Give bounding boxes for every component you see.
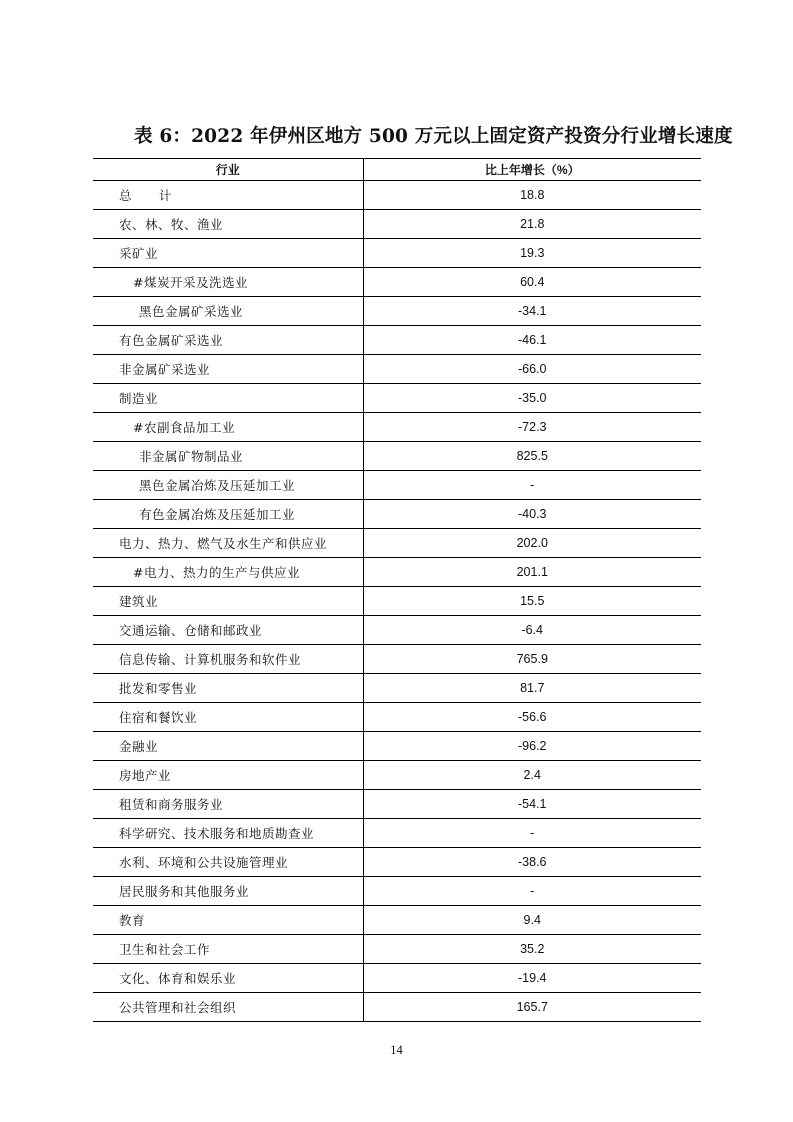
growth-value: - [530, 826, 535, 840]
growth-value: 2.4 [523, 768, 541, 782]
industry-name: #煤炭开采及洗选业 [93, 268, 363, 297]
table-row [93, 239, 701, 268]
growth-column-header: 比上年增长（%） [484, 163, 580, 177]
table-row [93, 645, 701, 674]
industry-name: 教育 [93, 906, 363, 935]
table-row [93, 181, 701, 210]
table-row [93, 877, 701, 906]
industry-name: 金融业 [93, 732, 363, 761]
growth-value: -66.0 [518, 362, 547, 376]
table-row [93, 326, 701, 355]
industry-name: 有色金属矿采选业 [93, 326, 363, 355]
table-row [93, 384, 701, 413]
growth-value: 9.4 [523, 913, 541, 927]
growth-value: 81.7 [520, 681, 545, 695]
table-row [93, 268, 701, 297]
industry-name: 制造业 [93, 384, 363, 413]
table-row [93, 964, 701, 993]
growth-value: -38.6 [518, 855, 547, 869]
industry-name: 总 计 [93, 181, 363, 210]
industry-name: 住宿和餐饮业 [93, 703, 363, 732]
growth-value: -40.3 [518, 507, 547, 521]
growth-value: -6.4 [521, 623, 544, 637]
table-row [93, 471, 701, 500]
table-row [93, 529, 701, 558]
industry-name: 批发和零售业 [93, 674, 363, 703]
table-row [93, 442, 701, 471]
growth-value: 15.5 [520, 594, 545, 608]
industry-growth-table [93, 158, 701, 1022]
industry-name: 科学研究、技术服务和地质勘查业 [93, 819, 363, 848]
growth-value: -54.1 [518, 797, 547, 811]
industry-name: 采矿业 [93, 239, 363, 268]
table-header-row [93, 159, 701, 181]
industry-name: 居民服务和其他服务业 [93, 877, 363, 906]
growth-value: -19.4 [518, 971, 547, 985]
industry-name: 卫生和社会工作 [93, 935, 363, 964]
table-row [93, 906, 701, 935]
table-row [93, 848, 701, 877]
table-title: 表 6：2022 年伊州区地方 500 万元以上固定资产投资分行业增长速度 [134, 126, 733, 147]
growth-value: -34.1 [518, 304, 547, 318]
industry-name: #农副食品加工业 [93, 413, 363, 442]
industry-name: 黑色金属矿采选业 [93, 297, 363, 326]
growth-value: -96.2 [518, 739, 547, 753]
growth-value: 60.4 [520, 275, 545, 289]
industry-name: 房地产业 [93, 761, 363, 790]
growth-value: -35.0 [518, 391, 547, 405]
growth-value: 165.7 [516, 1000, 548, 1014]
growth-value: - [530, 478, 535, 492]
table-row [93, 732, 701, 761]
table-row [93, 413, 701, 442]
growth-value: 21.8 [520, 217, 545, 231]
table-row [93, 790, 701, 819]
growth-value: -56.6 [518, 710, 547, 724]
table-row [93, 210, 701, 239]
industry-column-header: 行业 [93, 159, 363, 181]
table-row [93, 761, 701, 790]
industry-name: 黑色金属冶炼及压延加工业 [93, 471, 363, 500]
table-row [93, 819, 701, 848]
page-number: 14 [390, 1043, 403, 1057]
industry-name: 建筑业 [93, 587, 363, 616]
table-row [93, 355, 701, 384]
growth-value: -72.3 [518, 420, 547, 434]
industry-name: 文化、体育和娱乐业 [93, 964, 363, 993]
industry-name: 非金属矿物制品业 [93, 442, 363, 471]
industry-name: 公共管理和社会组织 [93, 993, 363, 1022]
industry-name: 电力、热力、燃气及水生产和供应业 [93, 529, 363, 558]
table-row [93, 703, 701, 732]
growth-value: 202.0 [516, 536, 548, 550]
industry-name: 水利、环境和公共设施管理业 [93, 848, 363, 877]
growth-value: 35.2 [520, 942, 545, 956]
table-row [93, 500, 701, 529]
industry-name: 交通运输、仓储和邮政业 [93, 616, 363, 645]
growth-value: 201.1 [516, 565, 548, 579]
industry-name: 有色金属冶炼及压延加工业 [93, 500, 363, 529]
industry-name: #电力、热力的生产与供应业 [93, 558, 363, 587]
growth-value: 825.5 [516, 449, 548, 463]
table-row [93, 616, 701, 645]
growth-value: 18.8 [520, 188, 545, 202]
industry-name: 农、林、牧、渔业 [93, 210, 363, 239]
growth-value: 19.3 [520, 246, 545, 260]
growth-value: - [530, 884, 535, 898]
table-row [93, 297, 701, 326]
table-row [93, 674, 701, 703]
industry-name: 非金属矿采选业 [93, 355, 363, 384]
industry-name: 租赁和商务服务业 [93, 790, 363, 819]
table-row [93, 587, 701, 616]
growth-value: -46.1 [518, 333, 547, 347]
growth-value: 765.9 [516, 652, 548, 666]
table-row [93, 993, 701, 1022]
table-row [93, 558, 701, 587]
industry-name: 信息传输、计算机服务和软件业 [93, 645, 363, 674]
table-row [93, 935, 701, 964]
